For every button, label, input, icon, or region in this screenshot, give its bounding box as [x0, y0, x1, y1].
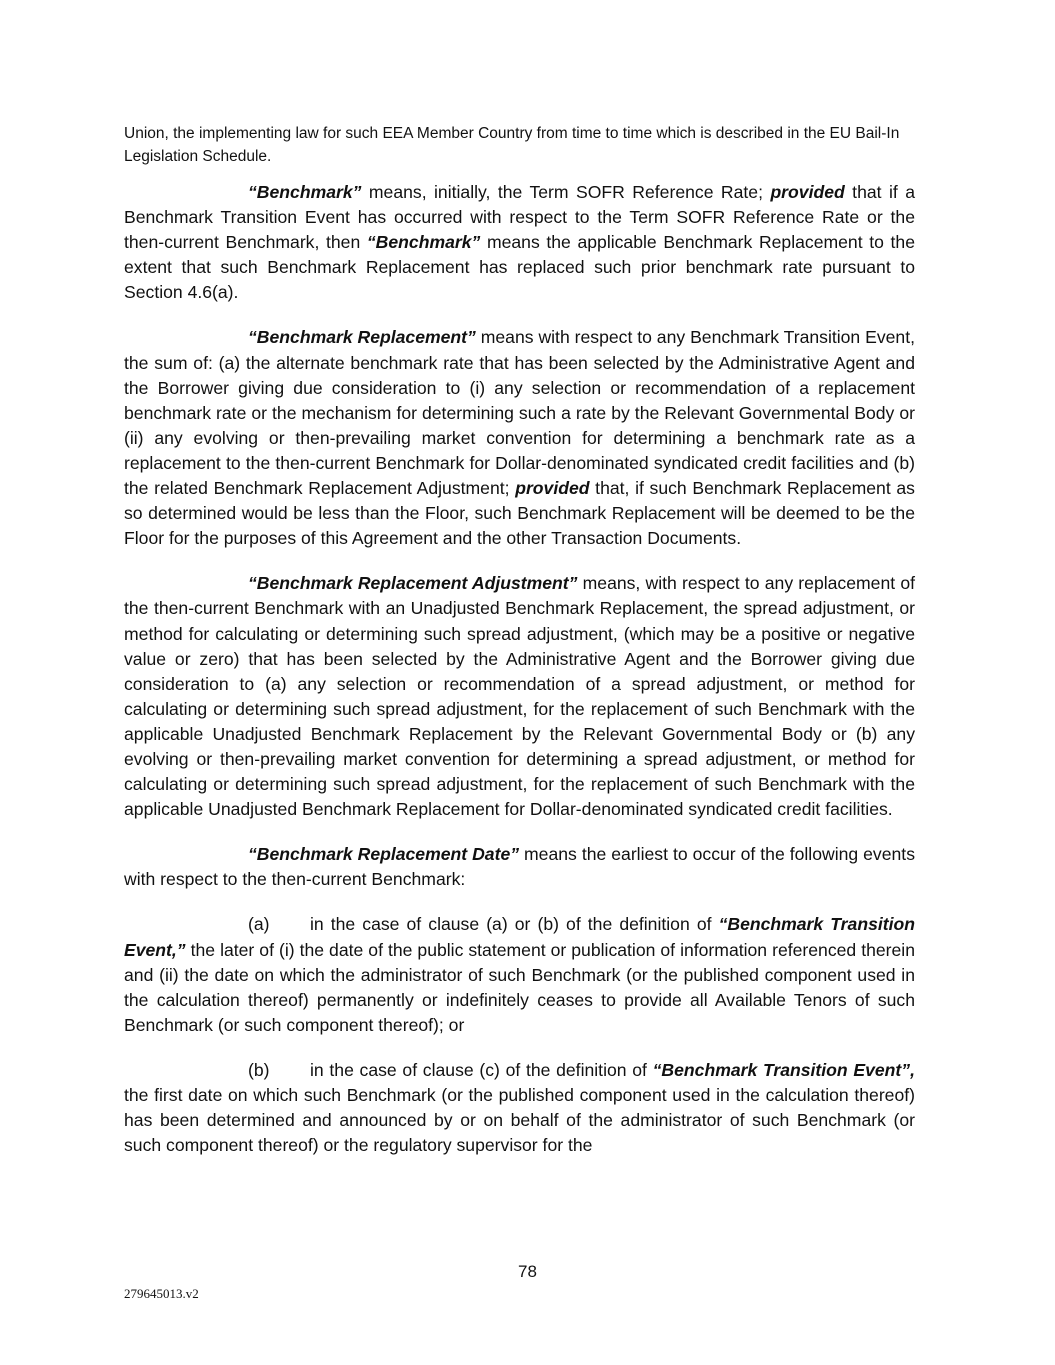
defined-term: “Benchmark Replacement” [248, 327, 476, 348]
definition-benchmark [124, 180, 915, 305]
definition-text: means the earliest to occur of the following events with respect to the then-current Benchmark: [124, 844, 915, 890]
clause-number: (b) [248, 1059, 270, 1080]
intro-paragraph: Union, the implementing law for such EEA Member Country from time to time which is described in the EU Bail-In Legislation Schedule. [124, 125, 900, 165]
clause-b [124, 1058, 915, 1158]
emphasis-provided: provided [770, 182, 845, 202]
emphasis-provided: provided [515, 478, 590, 499]
defined-term: “Benchmark Replacement Adjustment” [248, 573, 578, 594]
page-number: 78 [518, 1262, 537, 1281]
defined-term: “Benchmark” [366, 232, 481, 253]
defined-term: “Benchmark Transition Event”, [652, 1059, 915, 1080]
clause-text: in the case of clause (c) of the definition of [310, 1059, 653, 1080]
definition-text: that if a Benchmark Transition Event has occurred with respect to the Term SOFR Reference Rate or the then-current Benchmark, then [124, 182, 916, 253]
defined-term: “Benchmark” [248, 182, 362, 202]
clause-text: the first date on which such Benchmark (or the published component used in the calculation thereof) has been determined and announced by or on behalf of the administrator of such Benchmark (or such component thereof) or the regulatory supervisor for the [124, 1085, 915, 1156]
defined-term: “Benchmark Replacement Date” [248, 844, 520, 865]
definition-text: means, with respect to any replacement of the then-current Benchmark with an Unadjusted Benchmark Replacement, the spread adjustment, or method for calculating or determining such spread adjustment, (which may be a positive or negative value or zero) that has been selected by the Administrative Agent and the Borrower giving due consideration to (a) any selection or recommendation of a spread adjustment, or method for calculating or determining such spread adjustment, for the replacement of such Benchmark with the applicable Unadjusted Benchmark Replacement by the Relevant Governmental Body or (b) any evolving or then-prevailing market convention for determining a spread adjustment, or method for calculating or determining such spread adjustment, for the replacement of such Benchmark with the applicable Unadjusted Benchmark Replacement for Dollar-denominated syndicated credit facilities. [124, 573, 915, 820]
definition-benchmark-replacement-date [124, 842, 915, 892]
definition-benchmark-replacement-adjustment [124, 571, 915, 822]
definition-benchmark-replacement [124, 325, 915, 551]
defined-term: “Benchmark Transition Event,” [124, 914, 915, 960]
definition-text: that, if such Benchmark Replacement as so determined would be less than the Floor, such Benchmark Replacement will be deemed to be the Floor for the purposes of this Agreement and the other Transaction Documents. [124, 478, 915, 549]
clause-text: in the case of clause (a) or (b) of the definition of [310, 914, 719, 935]
definition-text: means with respect to any Benchmark Transition Event, the sum of: (a) the alternate benchmark rate that has been selected by the Administrative Agent and the Borrower giving due consideration to (i) any selection or recommendation of a replacement benchmark rate or the mechanism for determining such a rate by the Relevant Governmental Body or (ii) any evolving or then-prevailing market convention for determining a benchmark rate as a replacement to the then-current Benchmark for Dollar-denominated syndicated credit facilities and (b) the related Benchmark Replacement Adjustment; [124, 327, 915, 499]
clause-a [124, 912, 915, 1037]
document-body [124, 122, 915, 1178]
clause-number: (a) [248, 914, 270, 935]
definition-text: means, initially, the Term SOFR Reference Rate; [361, 182, 771, 202]
definition-text: means the applicable Benchmark Replacement to the extent that such Benchmark Replacement has replaced such prior benchmark rate pursuant to Section 4.6(a). [124, 232, 915, 303]
document-id: 279645013.v2 [124, 1286, 199, 1301]
clause-text: the later of (i) the date of the public statement or publication of information referenced therein and (ii) the date on which the administrator of such Benchmark (or the published component used in the calculation thereof) permanently or indefinitely ceases to provide all Available Tenors of such Benchmark (or such component thereof); or [124, 939, 915, 1035]
